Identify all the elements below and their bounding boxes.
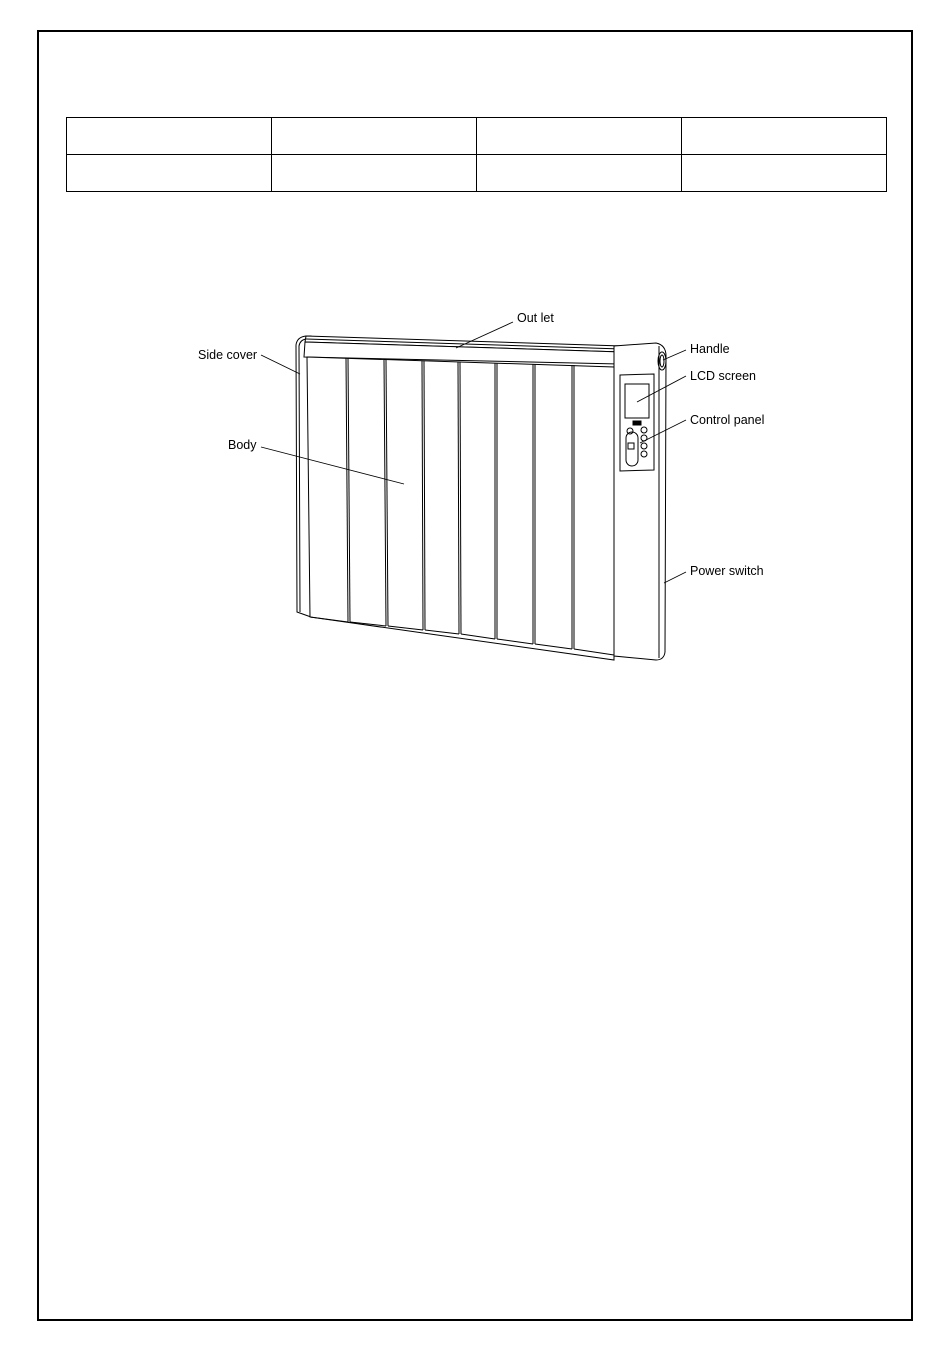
control-panel-label: Control panel xyxy=(690,413,765,427)
power-switch-leader xyxy=(664,572,686,583)
control-panel-drawing xyxy=(620,374,654,471)
lcd-screen-label: LCD screen xyxy=(690,369,756,383)
side-cover-leader xyxy=(261,355,300,374)
power-switch-label: Power switch xyxy=(690,564,764,578)
handle-label: Handle xyxy=(690,342,730,356)
body-label: Body xyxy=(228,438,257,452)
body-fins-drawing xyxy=(307,357,614,660)
side-cover-label: Side cover xyxy=(198,348,258,362)
heater-illustration xyxy=(296,336,666,660)
outlet-label: Out let xyxy=(517,311,554,325)
